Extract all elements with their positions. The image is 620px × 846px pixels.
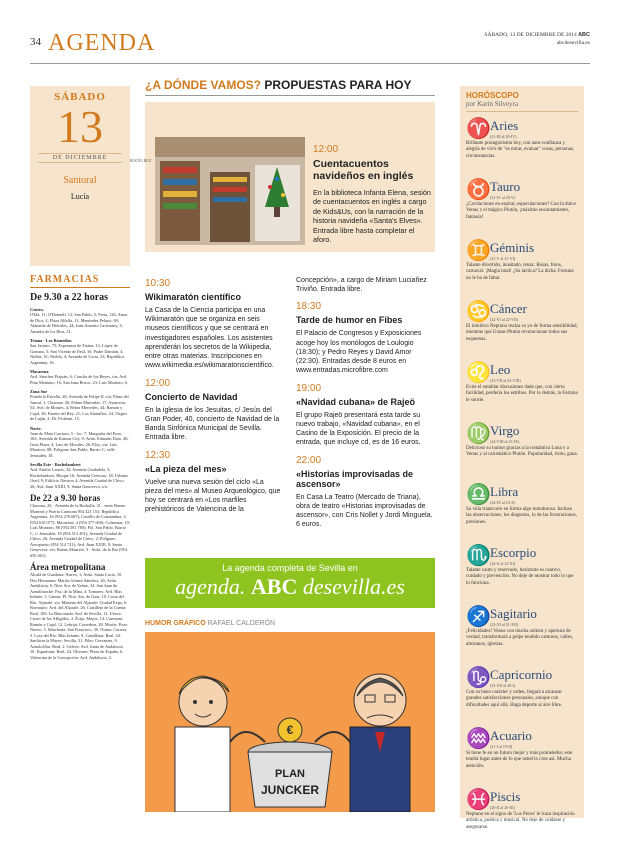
leo-icon: ♌ <box>466 362 491 384</box>
sign-capricornio <box>466 667 578 722</box>
sign-cancer <box>466 301 578 356</box>
header-info <box>484 32 590 47</box>
humor-title: HUMOR GRÁFICO <box>145 620 206 627</box>
event-body: Vuelve una nueva sesión del ciclo «La pieza del mes» al Museo Arqueológico, que hoy se centrará en «Los marfiles prehistóricos de Valencina de la <box>145 478 281 514</box>
libra-icon: ♎ <box>466 484 491 506</box>
zone-text: Juan de Mata Carriazo, 5 - loc. 7; Margarita del Pozo, 163; Avenida de Kansas City, 9; Avda. Eduardo Dato, 46; Gran Plaza, 4; Luis de Morales, 26; Eloy, s/n; Luis Montoto, 88; Polígono San Pablo, Barrio C, calle Jerusalén, 18. <box>30 430 129 458</box>
header-brand: ABC <box>578 32 590 38</box>
saint-name: Lucía <box>70 192 90 201</box>
sign-libra <box>466 484 578 539</box>
sign-escorpio <box>466 545 578 600</box>
pharmacies-hours-day: De 9.30 a 22 horas <box>30 292 109 303</box>
ad-abc: ABC <box>250 574 298 599</box>
sign-dates: (23-VII al 23-VIII) <box>490 378 521 383</box>
sign-name: Aries <box>490 118 519 133</box>
section-title: AGENDA <box>48 30 156 56</box>
sign-text: Brillante protagonismo hoy, con auto-confianza y alegría de vivir de "es mirar, evaluar" cosas, personas, circunstancias. <box>466 141 575 159</box>
sign-name: Libra <box>490 484 519 499</box>
scorpio-icon: ♏ <box>466 545 491 567</box>
event-time: 19:00 <box>296 382 322 394</box>
sign-text: Evite el entablar discusiones dado que, con cierta facilidad, perdería los estribos. Por lo demás, la Fortuna le sonríe. <box>466 385 578 403</box>
ad-site: desevilla.es <box>302 574 405 599</box>
sign-dates: (22-XII al 20-I) <box>490 683 516 688</box>
pot-label-2: JUNCKER <box>260 783 320 797</box>
horoscope-column <box>460 86 584 830</box>
event-title: «Navidad cubana» de Rajeö <box>296 396 416 407</box>
event-body: El Palacio de Congresos y Exposiciones acoge hoy los monólogos de Loulogio (18:30); y Pedro Reyes y David Amor (22:30). Entradas desde 8 euros en www.entradas.microfibre.com <box>296 330 422 375</box>
cartoon-illustration <box>145 632 435 812</box>
ad-line-2 <box>145 573 435 601</box>
zone-name: Macarena <box>30 369 49 374</box>
ad-agenda: agenda. <box>175 574 246 599</box>
taurus-icon: ♉ <box>466 179 491 201</box>
sign-dates: (21-I al 19-II) <box>490 744 513 749</box>
event-body: El grupo Rajeö presentará esta tarde su nuevo trabajo, «Navidad cubana», en el Casino de la Exposición. El precio de la entrada, que incluye cd, es de 16 euros. <box>296 411 421 447</box>
sign-text: Neptuno en el signo de 'Los Peces' le traza inspiración artística, poética y musical. No deje de cuidarse y asegurarse. <box>466 812 575 830</box>
zone-text: San Jacinto, 75; Esperanza de Triana, 13; López de Gomara, 5; San Vicente de Paúl, 16; Padre Damián, 4; Niebla, 51; Niebla, 4; Avenida de Coria, 23; República Argentina, 16. <box>30 343 125 365</box>
events-column-1 <box>145 278 282 515</box>
sign-name: Cáncer <box>490 301 527 316</box>
zone-text: Avd. Sánchez Pizjuán, 6; Concha de los Reyes, s/n; Avd. Pino Montano, 16; San Juan Bosco, 23; Luis Montoto, 6. <box>30 374 128 385</box>
area-pharmacies: Alcalá de Guadaíra: Nuevo, 1; Avda. Santa Lucía, 10. Dos Hermanas: Matiás Gómez Sánchez, 26; Avda. Andalucía, 6; Ntra. Sra. de Valme, 34. San Juan de Aznalfarache: Pza. de la Mina, 4. Tomares: Avd. Blas Infante, 5. Camas: Pl. Ntra. Sra. de Guía, 10. Coria del Río: Aljarafe, s/n. Mairena del Aljarafe: Ciudad Expo, 6. Bormujos: Avd. del Aljarafe, 26. Castilleja de la Cuesta: Real, 106. La Rinconada: Avd. de Sevilla, 12. Utrera: Cristo de los Afligidos, 2. Écija: Mayor, 14. Carmona: Ramón y Cajal, 12. Lebrija: Corredera, 28. Morón: Pozo Nuevo, 5. Marchena: San Francisco, 30. Osuna: Carrera, 3. Lora del Río: Blas Infante, 8. Cantillana: Real, 44. Sanlúcar la Mayor: Sevilla, 31. Pilas: Cervantes, 9. Aznalcóllar: Real, 2. Gelves: Avd. Junta de Andalucía, 10. Espartinas: Real, 24. Olivares: Plaza de España, 6. Valencina de la Concepción: Avd. Andalucía, 2. <box>30 572 128 660</box>
event-time: 12:00 <box>145 377 171 389</box>
featured-banner <box>145 78 435 96</box>
zone-name: Triana - Los Remedios <box>30 338 72 343</box>
aquarius-icon: ♒ <box>466 728 491 750</box>
pharmacies-hours-night: De 22 a 9.30 horas <box>30 493 101 503</box>
date-box <box>30 86 130 266</box>
humor-author: RAFAEL CALDERÓN <box>207 620 276 627</box>
zone-name: Centro. <box>30 307 44 312</box>
zone-name: Zona Sur <box>30 389 48 394</box>
ad-line-1: La agenda completa de Sevilla en <box>222 563 358 573</box>
library-photo-illustration <box>155 137 305 245</box>
event-title: «La pieza del mes» <box>145 463 227 474</box>
day-name: SÁBADO <box>54 91 106 103</box>
event-body: La Casa de la Ciencia participa en una Wikimaratón que se organiza en seis museos científicos y que se centrará en investigadores españoles. Los asistentes aprenderán los secretos de la Wikipedia, entre otras materias. Inscripciones en www.wikimedia.es/wikimaratonscientifico. <box>145 307 274 370</box>
sign-dates: (23-XI al 21-XII) <box>490 622 518 627</box>
sign-dates: (24-VIII al 23-IX) <box>490 439 520 444</box>
horoscope-title: HORÓSCOPO <box>466 91 519 100</box>
sign-name: Piscis <box>490 789 521 804</box>
capricorn-icon: ♑ <box>466 667 491 689</box>
featured-section <box>145 78 435 252</box>
sign-text: Delicioso su humor gracias a la romántica Luna y a Venus y al carismático Plutón. Popularidad, éxito, gana. <box>466 446 578 458</box>
aries-icon: ♈ <box>466 118 491 140</box>
event-title: Tarde de humor en Fibes <box>296 315 403 326</box>
event-title: Concierto de Navidad <box>145 391 238 402</box>
gemini-icon: ♊ <box>466 240 491 262</box>
sign-acuario <box>466 728 578 783</box>
sign-name: Géminis <box>490 240 535 255</box>
sign-dates: (22-VI al 22-VII) <box>490 317 518 322</box>
political-cartoon <box>145 632 435 812</box>
events-column-2 <box>296 276 436 530</box>
horoscope-author: por Karin Silveyra <box>466 100 578 112</box>
pharmacies-title: FARMACIAS <box>30 274 130 288</box>
page-header <box>30 30 590 64</box>
santoral-label: Santoral <box>63 175 97 186</box>
zone-text: O'Ida, 11; O'Donnell, 12; San Pablo, 5; Feria, 126; Amor de Dios, 2; Plaza Alfalfa, 11; Menéndez Pelayo, 69; Alameda de Hércules, 24; Juan Antonio Cavestany, 3; Amador de los Ríos, 31. <box>30 312 128 334</box>
night-pharmacies: Chucena, 26 · Avenida de la Borbolla, 31 · entre Bueno Monreal y Puerta Carmona 954 421 153; República Argentina, 16 (954 276 687); Castillo de Constantina, 4 (954 610 077); Macarena, 4 (954 377 660); Colmenar, 10; Luis Montoto, 88 (954 581 780); Pol. San Pablo, Barrio C, c/ Jerusalén, 18 (954 513 401); Avenida Ciudad de Chivo, 26; Avenida Ciudad de Chivo, 2; Polígono Aeropuerto (954 514 721); Avd. Juan XXIII, 9; Santa Genoveva, s/n; Bueno Monreal, 3 · Avda. de la Paz (954 650 461). <box>30 503 130 558</box>
left-column <box>30 86 130 822</box>
zone-text: Avd. Emilio Lemos, 32; Avenida Ciudadela, 3; Rochelambert, Bloque 16; Avenida Ciencias, 18; Urbano Orad, 9; Edificio Navarra 4; Avenida Ciudad de Chivo, 26; Avd. Juan XXIII, 9; Santa Genoveva, s/n. <box>30 467 128 489</box>
featured-body: En la biblioteca Infanta Elena, sesión de cuentacuentos en inglés a cargo de Kids&Us, con la narración de la historia navideña «Santa's Elves». Entrada libre hasta completar el aforo. <box>313 188 431 244</box>
area-title: Área metropolitana <box>30 562 106 572</box>
featured-event <box>313 144 431 244</box>
sign-name: Acuario <box>490 728 532 743</box>
pharmacy-zones <box>30 307 130 489</box>
agenda-ad-banner[interactable] <box>145 558 435 608</box>
featured-box <box>145 102 435 252</box>
sign-text: El intuitivo Neptuno realza su yo de forma sensibilidad, mientras que Urano-Plutón revolucionan todos sus esquemas. <box>466 324 578 342</box>
sign-name: Virgo <box>490 423 520 438</box>
featured-title: Cuentacuentos navideños en inglés <box>313 158 414 182</box>
page-number: 34 <box>30 36 41 48</box>
library-photo <box>155 137 305 245</box>
sign-dates: (21-III al 20-IV) <box>490 134 517 139</box>
event-time: 18:30 <box>296 301 322 313</box>
event-title: «Historias improvisadas de ascensor» <box>296 468 414 489</box>
sign-leo <box>466 362 578 417</box>
sign-dates: (21-IV al 20-V) <box>490 195 516 200</box>
sign-geminis <box>466 240 578 295</box>
sign-text: ¿Cavilaciones en espiral, especulaciones? Con la dulce Venus y el mágico Plutón, ¡máximo encantamiento, fantasía! <box>466 202 576 220</box>
sign-text: Talante cauto y reservado, horizonte es cautivo, cuidado y prevención. No deje de mostrar todo lo que lo funciona. <box>466 568 574 586</box>
sign-name: Escorpio <box>490 545 537 560</box>
sagittarius-icon: ♐ <box>466 606 491 628</box>
zone-name: Sevilla Este - Rochelambert <box>30 462 81 467</box>
sign-name: Leo <box>490 362 511 377</box>
sign-dates: (20-II al 20-III) <box>490 805 515 810</box>
header-site: abcdesevilla.es <box>556 39 590 46</box>
event-time: 10:30 <box>145 278 171 289</box>
event-body: En la iglesia de los Jesuitas, c/ Jesús del Gran Poder, 40, concierto de Navidad de la Banda Sinfónica Municipal de Sevilla. Entrada libre. <box>145 406 280 442</box>
banner-rest: PROPUESTAS PARA HOY <box>264 78 412 92</box>
pot-label-1: PLAN <box>275 768 305 780</box>
cancer-icon: ♋ <box>466 301 491 323</box>
sign-virgo <box>466 423 578 478</box>
sign-dates: (24-X al 22-XI) <box>490 561 516 566</box>
event-body: En Casa La Teatro (Mercado de Triana), obra de teatro «Historias improvisadas de ascensor», con Cris Nollet y Jordi Minguela. 6 euros. <box>296 493 433 529</box>
day-number: 13 <box>57 101 103 152</box>
sign-text: Con su buen carácter y orden, llegará a alcanzar grandes satisfacciones personales, aunque con dificultades aquí allá. Haga deporte al aire libre. <box>466 690 563 708</box>
sign-piscis <box>466 789 578 844</box>
sign-text: ¡Felicidades! Venus con mucha soltura y apertura de verdad, transformará a golpe tendido caminos, valles, altozanos, iglesias. <box>466 629 574 647</box>
banner-question: ¿A DÓNDE VAMOS? <box>145 78 261 92</box>
zone-text: Pineda la Estrella, 28; Avenida de Felipe II, s/n; Plaza del Juncal, 1; Chucena, 26; Palma Marcadas, 17; Asunción, 54; Avd. de Montes, 4; Reina Mercedes, 44; Ramón y Cajal, 36; Fuente del Rey, 21; Los Alamillos, 24; Virgen de Luján, 2; Dr. Fedriani, 15. <box>30 394 129 421</box>
sign-text: Su vida transcurre en forma algo tumultuosa. Incluso las observaciones, los disgustos, lo de las frustraciones, presiones. <box>466 507 577 525</box>
header-date: SÁBADO, 13 DE DICIEMBRE DE 2014 <box>484 32 577 38</box>
sign-dates: (21-V al 21-VI) <box>490 256 516 261</box>
month: DE DICIEMBRE <box>38 153 122 163</box>
sign-name: Capricornio <box>490 667 553 682</box>
sign-name: Tauro <box>490 179 521 194</box>
photo-credit: ROCÍO RUZ <box>130 158 152 163</box>
event-time: 12:30 <box>145 449 171 461</box>
sign-name: Sagitario <box>490 606 537 621</box>
humor-label <box>145 620 275 627</box>
event-title: Wikimaratón científico <box>145 292 241 302</box>
event-time: 22:00 <box>296 454 322 466</box>
zone-name: Norte. <box>30 425 42 431</box>
sign-dates: (24-IX al 23-X) <box>490 500 516 505</box>
sign-sagitario <box>466 606 578 661</box>
event-body-continued: Concepción», a cargo de Miriam Luciañez Triviño. Entrada libre. <box>296 277 427 294</box>
virgo-icon: ♍ <box>466 423 491 445</box>
coin-symbol: € <box>286 723 294 737</box>
sign-aries <box>466 118 578 173</box>
cartoon-man <box>350 674 410 812</box>
featured-time: 12:00 <box>313 144 339 155</box>
sign-text: Si tiene fe en un futuro mejor y más prometedor, este tendrá lugar antes de lo que usted lo crea así. Mucha atención. <box>466 751 573 769</box>
sign-text: Talante divertido, inusitado, tenaz. Rosas, fotos, carnaval. ¡Magia total! ¿Su táctica? La dicha. Fortuna no le ha de faltar. <box>466 263 574 281</box>
sign-list <box>466 118 578 844</box>
sign-tauro <box>466 179 578 234</box>
pisces-icon: ♓ <box>466 789 491 811</box>
cartoon-woman <box>175 676 230 812</box>
